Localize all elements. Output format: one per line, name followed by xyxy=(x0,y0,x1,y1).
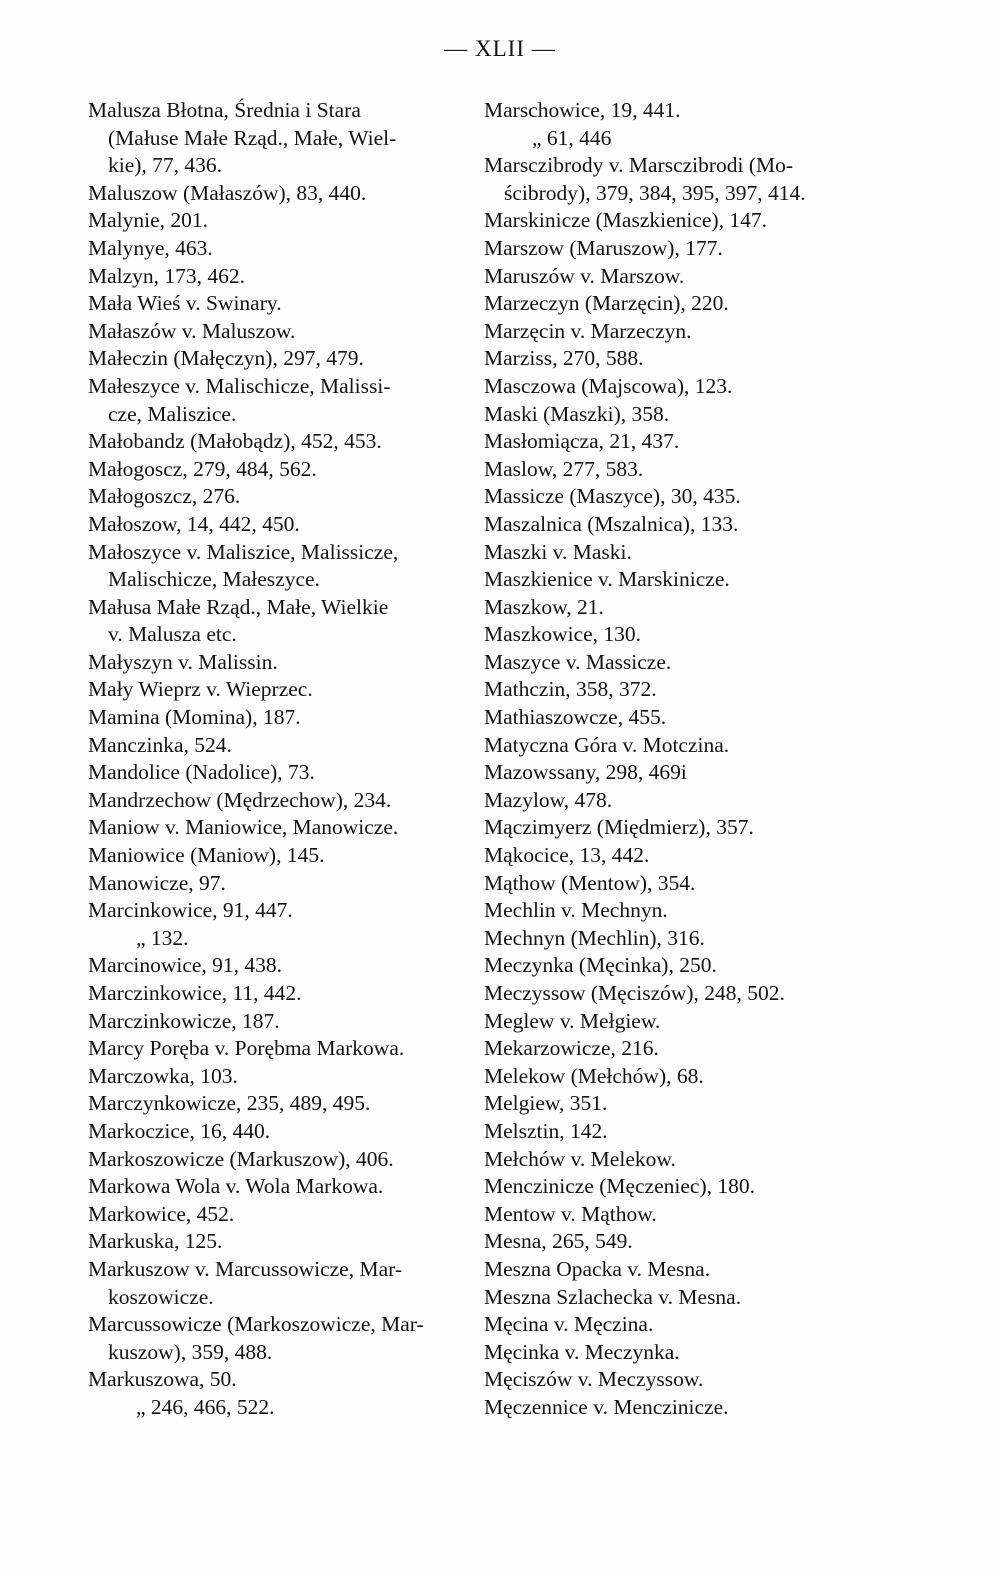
index-entry xyxy=(484,152,870,207)
index-entry-line: Massicze (Maszyce), 30, 435. xyxy=(484,484,741,509)
index-entry-line: Męciszów v. Meczyssow. xyxy=(484,1367,704,1392)
index-entry-line: Małyszyn v. Malissin. xyxy=(88,649,278,674)
index-entry xyxy=(484,870,870,898)
index-entry-line: Markuszow v. Marcussowicze, Mar- xyxy=(88,1256,403,1281)
index-entry xyxy=(88,1063,474,1091)
index-entry-line: Mekarzowicze, 216. xyxy=(484,1036,659,1061)
index-entry xyxy=(88,1118,474,1146)
index-entry xyxy=(484,1339,870,1367)
index-entry-line: Masczowa (Majscowa), 123. xyxy=(484,373,733,398)
index-entry-line: Małogoszcz, 276. xyxy=(88,484,241,509)
index-entry-line: Małogoscz, 279, 484, 562. xyxy=(88,456,317,481)
index-entry xyxy=(88,235,474,263)
index-entry xyxy=(484,566,870,594)
index-entry-line: Maluszow (Małaszów), 83, 440. xyxy=(88,180,367,205)
index-entry-continuation: kuszow), 359, 488. xyxy=(108,1339,273,1364)
index-entry-line: Mesna, 265, 549. xyxy=(484,1229,633,1254)
index-entry-line: Maszkienice v. Marskinicze. xyxy=(484,567,730,592)
index-entry-line: „ 61, 446 xyxy=(532,125,612,150)
index-entry xyxy=(88,732,474,760)
index-entry-line: Meszna Opacka v. Mesna. xyxy=(484,1256,711,1281)
index-entry xyxy=(484,1256,870,1284)
index-entry-line: Małoszow, 14, 442, 450. xyxy=(88,511,300,536)
index-entry-line: Malusza Błotna, Średnia i Stara xyxy=(88,98,361,122)
index-entry xyxy=(88,676,474,704)
index-entry xyxy=(484,1201,870,1229)
index-entry xyxy=(88,842,474,870)
index-entry xyxy=(484,428,870,456)
index-entry xyxy=(88,428,474,456)
index-entry xyxy=(88,539,474,594)
index-entry-line: Mąthow (Mentow), 354. xyxy=(484,870,696,895)
index-entry xyxy=(88,1228,474,1256)
index-entry xyxy=(88,1035,474,1063)
index-entry-line: Marszow (Maruszow), 177. xyxy=(484,235,723,260)
index-entry-line: Małoszyce v. Maliszice, Malissicze, xyxy=(88,539,399,564)
index-column-right xyxy=(484,97,870,1422)
index-entry-line: Marschowice, 19, 441. xyxy=(484,98,681,122)
index-entry xyxy=(88,1146,474,1174)
index-entry-line: Mamina (Momina), 187. xyxy=(88,705,301,730)
index-entry xyxy=(88,483,474,511)
index-column-left xyxy=(88,97,474,1422)
index-entry-continuation: cze, Maliszice. xyxy=(108,401,237,426)
index-entry xyxy=(484,925,870,953)
index-entry-line: Marczowka, 103. xyxy=(88,1063,238,1088)
index-entry-line: Maszkow, 21. xyxy=(484,594,604,619)
index-entry xyxy=(484,814,870,842)
index-entry-line: Markowice, 452. xyxy=(88,1201,235,1226)
index-entry-line: Malynye, 463. xyxy=(88,235,213,260)
index-entry xyxy=(484,952,870,980)
index-entry xyxy=(484,1146,870,1174)
index-entry-line: Męcinka v. Meczynka. xyxy=(484,1339,680,1364)
index-entry-line: Maski (Maszki), 358. xyxy=(484,401,670,426)
index-entry xyxy=(484,759,870,787)
index-entry-line: Meczyssow (Męciszów), 248, 502. xyxy=(484,981,785,1005)
index-entry-continuation: kie), 77, 436. xyxy=(108,153,223,178)
index-entry-line: Mathiaszowcze, 455. xyxy=(484,705,667,730)
index-entry-line: Meglew v. Mełgiew. xyxy=(484,1008,661,1033)
index-entry-line: Marskinicze (Maszkienice), 147. xyxy=(484,208,767,233)
index-entry xyxy=(484,373,870,401)
index-entry-line: Małeczin (Małęczyn), 297, 479. xyxy=(88,346,364,371)
index-entry xyxy=(484,1035,870,1063)
index-entry-line: Maslow, 277, 583. xyxy=(484,456,644,481)
index-entry-line: Maruszów v. Marszow. xyxy=(484,263,685,288)
index-entry-line: Meczynka (Męcinka), 250. xyxy=(484,953,717,978)
index-entry xyxy=(88,1090,474,1118)
index-entry-continuation: koszowicze. xyxy=(108,1284,214,1309)
index-entry-line: Mechlin v. Mechnyn. xyxy=(484,898,668,923)
index-entry xyxy=(88,373,474,428)
index-entry xyxy=(484,1311,870,1339)
index-entry xyxy=(88,263,474,291)
index-entry xyxy=(484,649,870,677)
index-entry xyxy=(88,207,474,235)
index-entry xyxy=(88,897,474,925)
index-entry xyxy=(88,345,474,373)
index-entry xyxy=(484,235,870,263)
index-entry-line: Matyczna Góra v. Motczina. xyxy=(484,732,730,757)
index-entry xyxy=(88,594,474,649)
index-entry xyxy=(484,345,870,373)
index-entry xyxy=(88,1311,474,1366)
index-entry xyxy=(484,207,870,235)
index-entry-line: Markoszowicze (Markuszow), 406. xyxy=(88,1146,394,1171)
index-entry-line: Manowicze, 97. xyxy=(88,870,226,895)
index-entry-line: Maszyce v. Massicze. xyxy=(484,649,672,674)
index-entry xyxy=(484,1063,870,1091)
index-entry xyxy=(484,263,870,291)
index-entry-continuation: (Małuse Małe Rząd., Małe, Wiel- xyxy=(108,125,397,150)
index-entry-line: „ 246, 466, 522. xyxy=(136,1394,275,1419)
index-entry-line: Marzeczyn (Marzęcin), 220. xyxy=(484,291,729,316)
index-entry-line: Mełchów v. Melekow. xyxy=(484,1146,676,1171)
index-entry-line: Markuska, 125. xyxy=(88,1229,223,1254)
index-entry-line: Meszna Szlachecka v. Mesna. xyxy=(484,1284,742,1309)
index-entry-line: Melekow (Mełchów), 68. xyxy=(484,1063,704,1088)
index-entry-line: Marzęcin v. Marzeczyn. xyxy=(484,318,692,343)
index-entry xyxy=(484,125,870,153)
index-entry xyxy=(88,787,474,815)
index-entry-line: Markowa Wola v. Wola Markowa. xyxy=(88,1174,384,1199)
index-entry-line: Męcina v. Męczina. xyxy=(484,1312,654,1337)
index-entry-line: Maniowice (Maniow), 145. xyxy=(88,843,325,868)
index-entry-line: Masłomiącza, 21, 437. xyxy=(484,429,680,454)
index-entry-line: Małaszów v. Maluszow. xyxy=(88,318,296,343)
index-entry-line: Małeszyce v. Malischicze, Malissi- xyxy=(88,373,391,398)
index-entry xyxy=(484,456,870,484)
index-entry-line: Mazowssany, 298, 469i xyxy=(484,760,687,785)
index-entry-line: Małobandz (Małobądz), 452, 453. xyxy=(88,429,382,454)
index-entry xyxy=(88,1201,474,1229)
index-entry xyxy=(484,97,870,125)
index-entry-line: Męczennice v. Menczinicze. xyxy=(484,1394,729,1419)
index-entry xyxy=(484,621,870,649)
index-entry-line: Maniow v. Maniowice, Manowicze. xyxy=(88,815,399,840)
index-entry xyxy=(88,1394,474,1422)
index-entry-continuation: Malischicze, Małeszyce. xyxy=(108,567,320,592)
index-entry xyxy=(88,97,474,180)
index-entry xyxy=(484,1284,870,1312)
index-entry-line: Małusa Małe Rząd., Małe, Wielkie xyxy=(88,594,389,619)
index-entry xyxy=(88,1256,474,1311)
index-entry xyxy=(88,511,474,539)
index-entry xyxy=(88,870,474,898)
index-entry xyxy=(88,980,474,1008)
index-entry xyxy=(484,483,870,511)
index-entry xyxy=(484,1394,870,1422)
index-entry xyxy=(484,1008,870,1036)
index-entry-line: Marsczibrody v. Marsczibrodi (Mo- xyxy=(484,153,794,178)
index-entry xyxy=(484,1090,870,1118)
index-entry xyxy=(484,676,870,704)
index-entry xyxy=(484,511,870,539)
index-entry-line: Melsztin, 142. xyxy=(484,1118,608,1143)
index-entry-line: Marczinkowice, 11, 442. xyxy=(88,981,302,1005)
index-entry xyxy=(88,290,474,318)
index-entry-line: Mandolice (Nadolice), 73. xyxy=(88,760,315,785)
index-entry-line: Malzyn, 173, 462. xyxy=(88,263,246,288)
index-entry-line: Markoczice, 16, 440. xyxy=(88,1118,271,1143)
index-entry-line: Melgiew, 351. xyxy=(484,1091,608,1116)
index-entry-line: Mała Wieś v. Swinary. xyxy=(88,291,282,316)
index-entry-line: Mazylow, 478. xyxy=(484,787,613,812)
index-entry-line: Marcinkowice, 91, 447. xyxy=(88,898,293,923)
index-entry-line: Mały Wieprz v. Wieprzec. xyxy=(88,677,313,702)
index-entry-line: Mathczin, 358, 372. xyxy=(484,677,657,702)
index-entry xyxy=(88,456,474,484)
index-entry-line: Marcussowicze (Markoszowicze, Mar- xyxy=(88,1312,424,1337)
index-entry xyxy=(484,1173,870,1201)
index-entry-line: „ 132. xyxy=(136,925,189,950)
index-entry xyxy=(88,952,474,980)
index-entry xyxy=(484,842,870,870)
index-entry xyxy=(88,318,474,346)
index-entry-line: Maszki v. Maski. xyxy=(484,539,632,564)
index-entry-line: Marcy Poręba v. Porębma Markowa. xyxy=(88,1036,405,1061)
index-entry-line: Maszkowice, 130. xyxy=(484,622,642,647)
index-entry xyxy=(88,814,474,842)
index-entry-line: Manczinka, 524. xyxy=(88,732,232,757)
index-entry-line: Maszalnica (Mszalnica), 133. xyxy=(484,511,739,536)
index-entry xyxy=(484,290,870,318)
index-entry xyxy=(484,704,870,732)
index-entry-line: Mączimyerz (Międmierz), 357. xyxy=(484,815,754,840)
index-entry-line: Menczinicze (Męczeniec), 180. xyxy=(484,1174,755,1199)
index-entry xyxy=(484,1118,870,1146)
index-entry xyxy=(88,1173,474,1201)
index-entry xyxy=(88,649,474,677)
index-entry xyxy=(88,704,474,732)
index-entry xyxy=(88,1366,474,1394)
index-entry xyxy=(484,897,870,925)
index-entry xyxy=(484,787,870,815)
index-entry xyxy=(484,980,870,1008)
index-entry xyxy=(484,401,870,429)
index-entry xyxy=(88,925,474,953)
index-entry-line: Mąkocice, 13, 442. xyxy=(484,843,650,868)
index-entry-line: Markuszowa, 50. xyxy=(88,1367,237,1392)
index-entry-continuation: ścibrody), 379, 384, 395, 397, 414. xyxy=(504,180,806,205)
index-entry xyxy=(88,180,474,208)
index-entry xyxy=(484,594,870,622)
index-entry xyxy=(484,1366,870,1394)
index-entry-line: Marczinkowicze, 187. xyxy=(88,1008,280,1033)
index-entry xyxy=(484,318,870,346)
index-entry-line: Marziss, 270, 588. xyxy=(484,346,644,371)
index-entry-continuation: v. Malusza etc. xyxy=(108,622,237,647)
index-entry xyxy=(88,1008,474,1036)
index-entry-line: Mentow v. Mąthow. xyxy=(484,1201,657,1226)
index-entry xyxy=(484,1228,870,1256)
index-entry-line: Marczynkowicze, 235, 489, 495. xyxy=(88,1091,371,1116)
page-number-header: — XLII — xyxy=(444,36,556,61)
index-entry-line: Marcinowice, 91, 438. xyxy=(88,953,283,978)
index-entry-line: Malynie, 201. xyxy=(88,208,209,233)
index-entry-line: Mandrzechow (Mędrzechow), 234. xyxy=(88,787,392,812)
index-entry xyxy=(484,539,870,567)
index-entry-line: Mechnyn (Mechlin), 316. xyxy=(484,925,705,950)
index-entry xyxy=(484,732,870,760)
index-entry xyxy=(88,759,474,787)
